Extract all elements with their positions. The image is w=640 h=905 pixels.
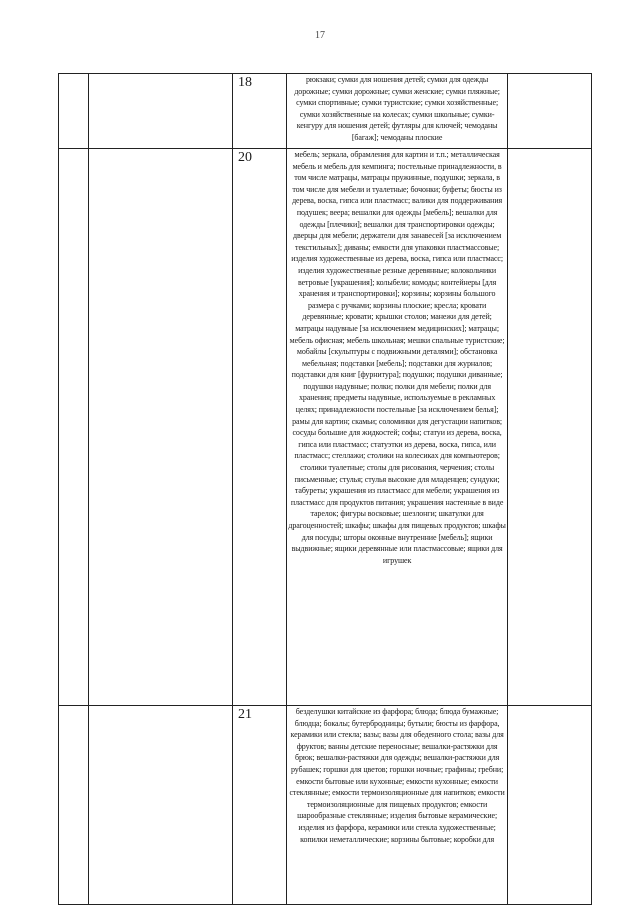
class-goods-list: [286, 74, 507, 149]
empty-cell: [59, 706, 89, 905]
empty-cell: [59, 149, 89, 706]
empty-cell: [508, 149, 592, 706]
classification-table: [58, 73, 592, 905]
empty-cell: [88, 149, 232, 706]
class-number: 21: [232, 706, 286, 905]
table-row: [59, 149, 592, 706]
empty-cell: [88, 74, 232, 149]
empty-cell: [88, 706, 232, 905]
empty-cell: [508, 74, 592, 149]
empty-cell: [508, 706, 592, 905]
table-row: [59, 74, 592, 149]
table-row: [59, 706, 592, 905]
goods-text: безделушки китайские из фарфора; блюда; блюда бумажные; блюдца; бокалы; бутербродницы; бутыли; бюсты из фарфора, керамики или стекла; вазы; вазы для обеденного стола; вазы для фруктов; ванны детские переносные; вешалки-растяжки для брюк; вешалки-растяжки для одежды; вешалки-растяжки для рубашек; горшки для цветов; горшки ночные; графины; гребни; емкости бытовые или кухонные; емкости кухонные; емкости стеклянные; емкости термоизоляционные для напитков; емкости термоизоляционные для пищевых продуктов; емкости шарообразные стеклянные; изделия бытовые керамические; изделия из фарфора, керамики или стекла художественные; копилки неметаллические; корзины бытовые; коробки для: [289, 707, 505, 844]
class-number: 18: [232, 74, 286, 149]
page-number: 17: [315, 30, 325, 41]
class-number: 20: [232, 149, 286, 706]
empty-cell: [59, 74, 89, 149]
class-goods-list: [286, 706, 507, 905]
goods-text: мебель; зеркала, обрамления для картин и т.п.; металлическая мебель и мебель для кемпинга; постельные принадлежности, в том числе матрацы, матрацы пружинные, подушки; зеркала, в том числе для мебели и туалетные; бочонки; буфеты; бюсты из дерева, воска, гипса или пластмасс; валики для поддерживания подушек; веера; вешалки для одежды [мебель]; вешалки для одежды [плечики]; вешалки для транспортировки одежды; дверцы для мебели; держатели для занавесей [за исключением текстильных]; диваны; емкости для упаковки пластмассовые; изделия художественные из дерева, воска, гипса или пластмасс; изделия художественные резные деревянные; колокольчики ветровые [украшения]; колыбели; комоды; контейнеры [для хранения и транспортировки]; корзины; корзины большого размера с ручками; корзины плоские; кресла; кровати деревянные; кровати; крышки столов; манежи для детей; матрацы надувные [за исключением медицинских]; матрацы; мебель офисная; мебель школьная; мешки спальные туристские; мобайлы [скульптуры с подвижными деталями]; обстановка мебельная; подставки [мебель]; подставки для журналов; подставки для книг [фурнитура]; подушки; подушки диванные; подушки надувные; полки; полки для мебели; полки для хранения; предметы надувные, используемые в рекламных целях; принадлежности постельные [за исключением белья]; рамы для картин; скамьи; соломинки для дегустации напитков; сосуды большие для жидкостей; софы; статуи из дерева, воска, гипса или пластмасс; статуэтки из дерева, воска, гипса, или пластмасс; стеллажи; столики на колесиках для компьютеров; столики туалетные; столы для рисования, черчения; столы письменные; стулья; стулья высокие для младенцев; сундуки; табуреты; украшения из пластмасс для мебели; украшения из пластмасс для продуктов питания; украшения настенные в виде тарелок; фигуры восковые; шезлонги; шкатулки для драгоценностей; шкафы; шкафы для пищевых продуктов; шкафы для посуды; шторы оконные внутренние [мебель]; ящики выдвижные; ящики деревянные или пластмассовые; ящики для игрушек: [288, 150, 506, 565]
class-goods-list: [286, 149, 507, 706]
goods-text: рюкзаки; сумки для ношения детей; сумки для одежды дорожные; сумки дорожные; сумки женские; сумки пляжные; сумки спортивные; сумки туристские; сумки хозяйственные; сумки хозяйственные на колесах; сумки школьные; сумки-кенгуру для ношения детей; футляры для ключей; чемоданы [багаж]; чемоданы плоские: [294, 75, 500, 142]
